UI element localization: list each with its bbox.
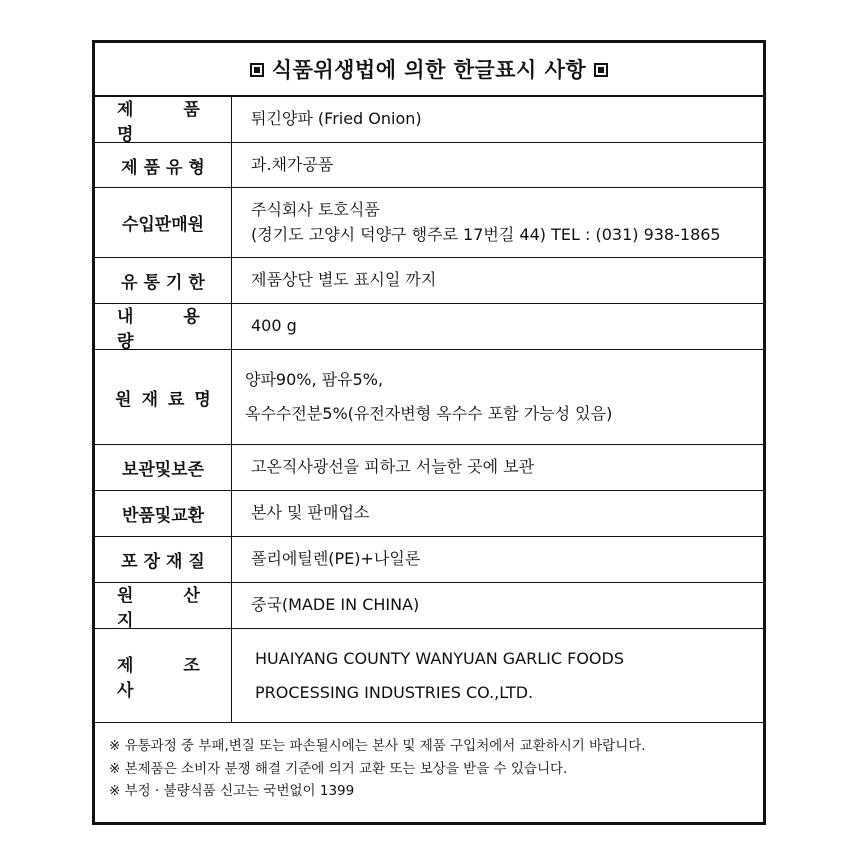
row-packaging [95, 537, 763, 583]
row-value-line: 주식회사 토호식품 [251, 199, 380, 219]
row-value [251, 445, 755, 490]
row-label: 원 산 지 [95, 583, 232, 628]
row-value-line: 제품상단 별도 표시일 까지 [251, 270, 437, 290]
row-label: 제 조 사 [95, 629, 232, 722]
row-label: 원재료명 [95, 350, 232, 444]
row-ingredients [95, 350, 763, 445]
row-value [251, 143, 755, 187]
row-value [245, 350, 755, 444]
label-title-text: 식품위생법에 의한 한글표시 사항 [271, 58, 587, 82]
row-value [255, 629, 755, 722]
row-value-line: 400 g [251, 316, 297, 336]
square-bullet-icon [250, 63, 264, 77]
row-storage [95, 445, 763, 491]
row-value-line: 과.채가공품 [251, 154, 334, 174]
square-bullet-icon [594, 63, 608, 77]
row-label: 반품및교환 [95, 491, 232, 536]
row-value-line: 양파90%, 팜유5%, [245, 370, 384, 390]
row-label: 수입판매원 [95, 188, 232, 257]
row-label: 유통기한 [95, 258, 232, 303]
row-product-type [95, 143, 763, 188]
row-manufacturer [95, 629, 763, 723]
row-returns [95, 491, 763, 537]
notice-line: ※ 유통과정 중 부패,변질 또는 파손될시에는 본사 및 제품 구입처에서 교환하시기 바랍니다. [109, 738, 646, 754]
row-value [251, 304, 755, 349]
food-label-table [92, 40, 766, 825]
notice-line: ※ 본제품은 소비자 분쟁 해결 기준에 의거 교환 또는 보상을 받을 수 있습니다. [109, 760, 568, 777]
row-value-line: HUAIYANG COUNTY WANYUAN GARLIC FOODS [255, 648, 624, 668]
label-title [95, 43, 763, 97]
row-value [251, 583, 755, 628]
row-value-line: 고온직사광선을 피하고 서늘한 곳에 보관 [251, 457, 535, 477]
row-value-line: 튀긴양파 (Fried Onion) [251, 109, 422, 129]
row-value-line: 중국(MADE IN CHINA) [251, 595, 420, 615]
row-value [251, 258, 755, 303]
notice-line: ※ 부정 · 불량식품 신고는 국번없이 1399 [109, 783, 355, 800]
row-expiry [95, 258, 763, 304]
row-value-line: 폴리에틸렌(PE)+나일론 [251, 549, 421, 569]
row-value-line: 옥수수전분5%(유전자변형 옥수수 포함 가능성 있음) [245, 404, 613, 423]
row-value [251, 491, 755, 536]
row-net-weight [95, 304, 763, 350]
row-label: 보관및보존 [95, 445, 232, 490]
row-value-line: PROCESSING INDUSTRIES CO.,LTD. [255, 682, 534, 702]
row-value [251, 97, 755, 142]
row-value-line: 본사 및 판매업소 [251, 503, 370, 523]
notice-section [95, 723, 763, 803]
row-label: 내 용 량 [95, 304, 232, 349]
row-origin [95, 583, 763, 629]
row-value [251, 188, 755, 257]
row-value-line: (경기도 고양시 덕양구 행주로 17번길 44) TEL : (031) 938-1865 [251, 224, 721, 244]
row-label: 제 품 명 [95, 97, 232, 142]
row-value [251, 537, 755, 582]
row-importer [95, 188, 763, 258]
row-label: 제품유형 [95, 143, 232, 187]
row-product-name [95, 97, 763, 143]
row-label: 포장재질 [95, 537, 232, 582]
